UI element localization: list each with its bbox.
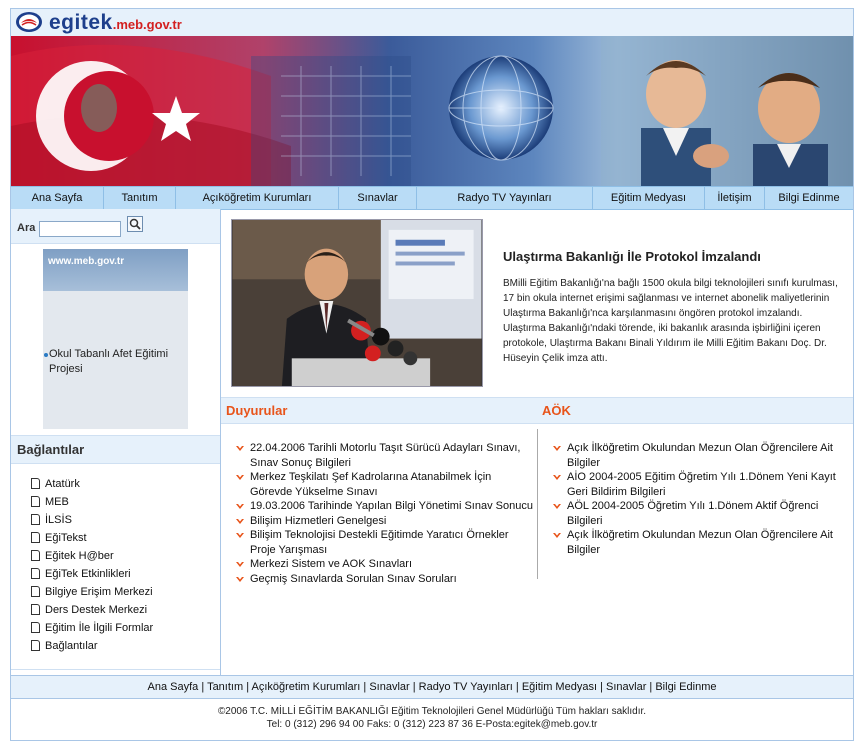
logo-main-text: egitek	[49, 11, 113, 34]
link-label: MEB	[45, 496, 69, 508]
link-label: Eğitek H@ber	[45, 550, 114, 562]
footer-link-bilgi-edinme[interactable]: Bilgi Edinme	[655, 681, 717, 693]
announcement-item[interactable]	[234, 528, 534, 557]
link-label: Atatürk	[45, 478, 80, 490]
sidebar-link-formlar[interactable]	[31, 621, 153, 639]
link-label: Eğitim İle İlgili Formlar	[45, 622, 154, 634]
nav-ana-sayfa[interactable]: Ana Sayfa	[11, 187, 104, 209]
announcement-item[interactable]	[234, 557, 534, 572]
nav-iletisim[interactable]: İletişim	[705, 187, 765, 209]
main-nav	[11, 186, 853, 210]
meb-emblem-icon	[15, 11, 45, 33]
link-label: Bilgiye Erişim Merkezi	[45, 586, 153, 598]
footer-link-tanitim[interactable]: Tanıtım	[207, 681, 244, 693]
nav-acikogretim-kurumlari[interactable]: Açıköğretim Kurumları	[176, 187, 339, 209]
document-icon	[31, 478, 40, 489]
news-title[interactable]: Ulaştırma Bakanlığı İle Protokol İmzalandı	[503, 249, 761, 264]
links-header	[11, 435, 220, 464]
orange-arrow-icon	[236, 519, 244, 524]
sidebar-link-meb[interactable]	[31, 495, 153, 513]
link-label: EğiTekst	[45, 532, 87, 544]
footer-copyright	[11, 705, 853, 731]
orange-arrow-icon	[553, 504, 561, 509]
document-icon	[31, 532, 40, 543]
left-sidebar	[11, 209, 221, 675]
sidebar-link-ders-destek[interactable]	[31, 603, 153, 621]
nav-tanitim[interactable]: Tanıtım	[104, 187, 176, 209]
document-icon	[31, 568, 40, 579]
orange-arrow-icon	[236, 504, 244, 509]
orange-arrow-icon	[553, 446, 561, 451]
footer-link-radyo-tv[interactable]: Radyo TV Yayınları	[418, 681, 513, 693]
duyurular-header	[221, 397, 537, 424]
page-frame	[10, 8, 854, 741]
sidebar-link-ataturk[interactable]	[31, 477, 153, 495]
logo-sub-text: .meb.gov.tr	[112, 17, 182, 32]
document-icon	[31, 514, 40, 525]
orange-arrow-icon	[553, 533, 561, 538]
announcement-text: Merkezi Sistem ve AOK Sınavları	[250, 558, 412, 570]
document-icon	[31, 550, 40, 561]
link-label: Bağlantılar	[45, 640, 98, 652]
announcement-text: Geçmiş Sınavlarda Sorulan Sınav Soruları	[250, 572, 457, 585]
link-label: İLSİS	[45, 514, 72, 526]
orange-arrow-icon	[236, 577, 244, 582]
orange-arrow-icon	[236, 562, 244, 567]
sidebar-divider	[11, 669, 220, 670]
aok-title: AÖK	[542, 403, 571, 418]
search-label: Ara	[17, 222, 36, 234]
promo-link[interactable]	[49, 347, 183, 377]
sidebar-link-ilsis[interactable]	[31, 513, 153, 531]
header-banner	[11, 36, 853, 186]
main-content	[221, 209, 853, 675]
orange-arrow-icon	[236, 533, 244, 538]
column-divider	[537, 429, 538, 579]
announcement-item[interactable]	[234, 572, 534, 587]
duyurular-title: Duyurular	[226, 403, 288, 418]
footer-link-sinavlar-2[interactable]: Sınavlar	[606, 681, 647, 693]
aok-text: Açık İlköğretim Okulundan Mezun Olan Öğrencilere Ait Bilgiler	[567, 529, 833, 556]
footer-link-acikogretim[interactable]: Açıköğretim Kurumları	[251, 681, 361, 693]
aok-item[interactable]	[551, 470, 841, 499]
announcement-item[interactable]	[234, 441, 534, 470]
aok-header	[537, 397, 853, 424]
orange-arrow-icon	[236, 475, 244, 480]
nav-egitim-medyasi[interactable]: Eğitim Medyası	[593, 187, 705, 209]
promo-header	[43, 249, 188, 291]
copyright-text: ©2006 T.C. MİLLİ EĞİTİM BAKANLIĞI Eğitim Teknolojileri Genel Müdürlüğü Tüm hakları saklıdır.	[217, 706, 647, 717]
search-input[interactable]	[39, 221, 121, 237]
document-icon	[31, 496, 40, 507]
sidebar-link-bilgiye-erisim[interactable]	[31, 585, 153, 603]
promo-site[interactable]: www.meb.gov.tr	[48, 256, 125, 267]
footer-link-sinavlar[interactable]: Sınavlar	[369, 681, 410, 693]
announcement-text: 22.04.2006 Tarihli Motorlu Taşıt Sürücü Adayları Sınavı, Sınav Sonuç Bilgileri	[250, 442, 521, 469]
promo-link-text: Okul Tabanlı Afet Eğitimi Projesi	[49, 348, 169, 375]
nav-sinavlar[interactable]: Sınavlar	[339, 187, 417, 209]
document-icon	[31, 586, 40, 597]
aok-item[interactable]	[551, 499, 841, 528]
aok-item[interactable]	[551, 441, 841, 470]
logo-bar	[11, 9, 853, 37]
duyurular-list	[234, 441, 534, 586]
bullet-icon	[44, 353, 48, 357]
aok-text: Açık İlköğretim Okulundan Mezun Olan Öğrencilere Ait Bilgiler	[567, 442, 833, 469]
contact-text: Tel: 0 (312) 296 94 00 Faks: 0 (312) 223 87 36 E-Posta:egitek@meb.gov.tr	[266, 719, 598, 730]
links-list	[31, 477, 153, 657]
orange-arrow-icon	[236, 446, 244, 451]
document-icon	[31, 622, 40, 633]
nav-radyo-tv[interactable]: Radyo TV Yayınları	[417, 187, 593, 209]
site-logo[interactable]	[49, 11, 182, 35]
announcement-text: 19.03.2006 Tarihinde Yapılan Bilgi Yönetimi Sınav Sonucu	[250, 500, 533, 512]
sidebar-link-egitekst[interactable]	[31, 531, 153, 549]
search-bar	[11, 209, 220, 244]
news-body: BMilli Eğitim Bakanlığı'na bağlı 1500 okula bilgi teknolojileri sınıfı kurulması, 17 bin okula internet erişimi sağlanması ve internet abonelik maliyetlerinin Ulaştırma Bakanlığı'nca karşılanmasını öngören protokol imzalandı. Ulaştırma Bakanlığı'ndaki törende, iki bakanlık arasında işbirliğini içeren protokole, Ulaştırma Bakanı Binali Yıldırım ile Milli Eğitim Bakanı Doç. Dr. Hüseyin Çelik imza attı.	[503, 278, 838, 364]
announcement-item[interactable]	[234, 499, 534, 514]
search-icon	[128, 217, 142, 231]
links-title: Bağlantılar	[17, 442, 85, 457]
search-button[interactable]	[127, 216, 143, 232]
footer-link-ana-sayfa[interactable]: Ana Sayfa	[147, 681, 199, 693]
announcement-item[interactable]	[234, 470, 534, 499]
aok-text: AÖL 2004-2005 Öğretim Yılı 1.Dönem Aktif Öğrenci Bilgileri	[567, 500, 819, 527]
announcement-item[interactable]	[234, 514, 534, 529]
link-label: Ders Destek Merkezi	[45, 604, 148, 616]
sidebar-link-baglantilar[interactable]	[31, 639, 153, 657]
promo-box	[43, 249, 188, 429]
aok-item[interactable]	[551, 528, 841, 557]
announcement-text: Merkez Teşkilatı Şef Kadrolarına Atanabilmek İçin Görevde Yükselme Sınavı	[250, 471, 492, 498]
news-photo[interactable]	[231, 219, 483, 387]
nav-bilgi-edinme[interactable]: Bilgi Edinme	[778, 192, 840, 204]
footer-link-egitim-medyasi[interactable]: Eğitim Medyası	[521, 681, 598, 693]
document-icon	[31, 604, 40, 615]
orange-arrow-icon	[553, 475, 561, 480]
footer-nav: Ana Sayfa | Tanıtım | Açıköğretim Kurumları | Sınavlar | Radyo TV Yayınları | Eğitim Medyası | Sınavlar | Bilgi Edinme	[11, 675, 853, 699]
sidebar-link-egitek-etkinlikleri[interactable]	[31, 567, 153, 585]
sidebar-link-egitek-haber[interactable]	[31, 549, 153, 567]
aok-list	[551, 441, 841, 557]
link-label: EğiTek Etkinlikleri	[45, 568, 131, 580]
document-icon	[31, 640, 40, 651]
announcement-text: Bilişim Teknolojisi Destekli Eğitimde Yaratıcı Örnekler Proje Yarışması	[250, 529, 509, 556]
aok-text: AİO 2004-2005 Eğitim Öğretim Yılı 1.Dönem Yeni Kayıt Geri Bildirim Bilgileri	[567, 471, 836, 498]
announcement-text: Bilişim Hizmetleri Genelgesi	[250, 514, 387, 527]
